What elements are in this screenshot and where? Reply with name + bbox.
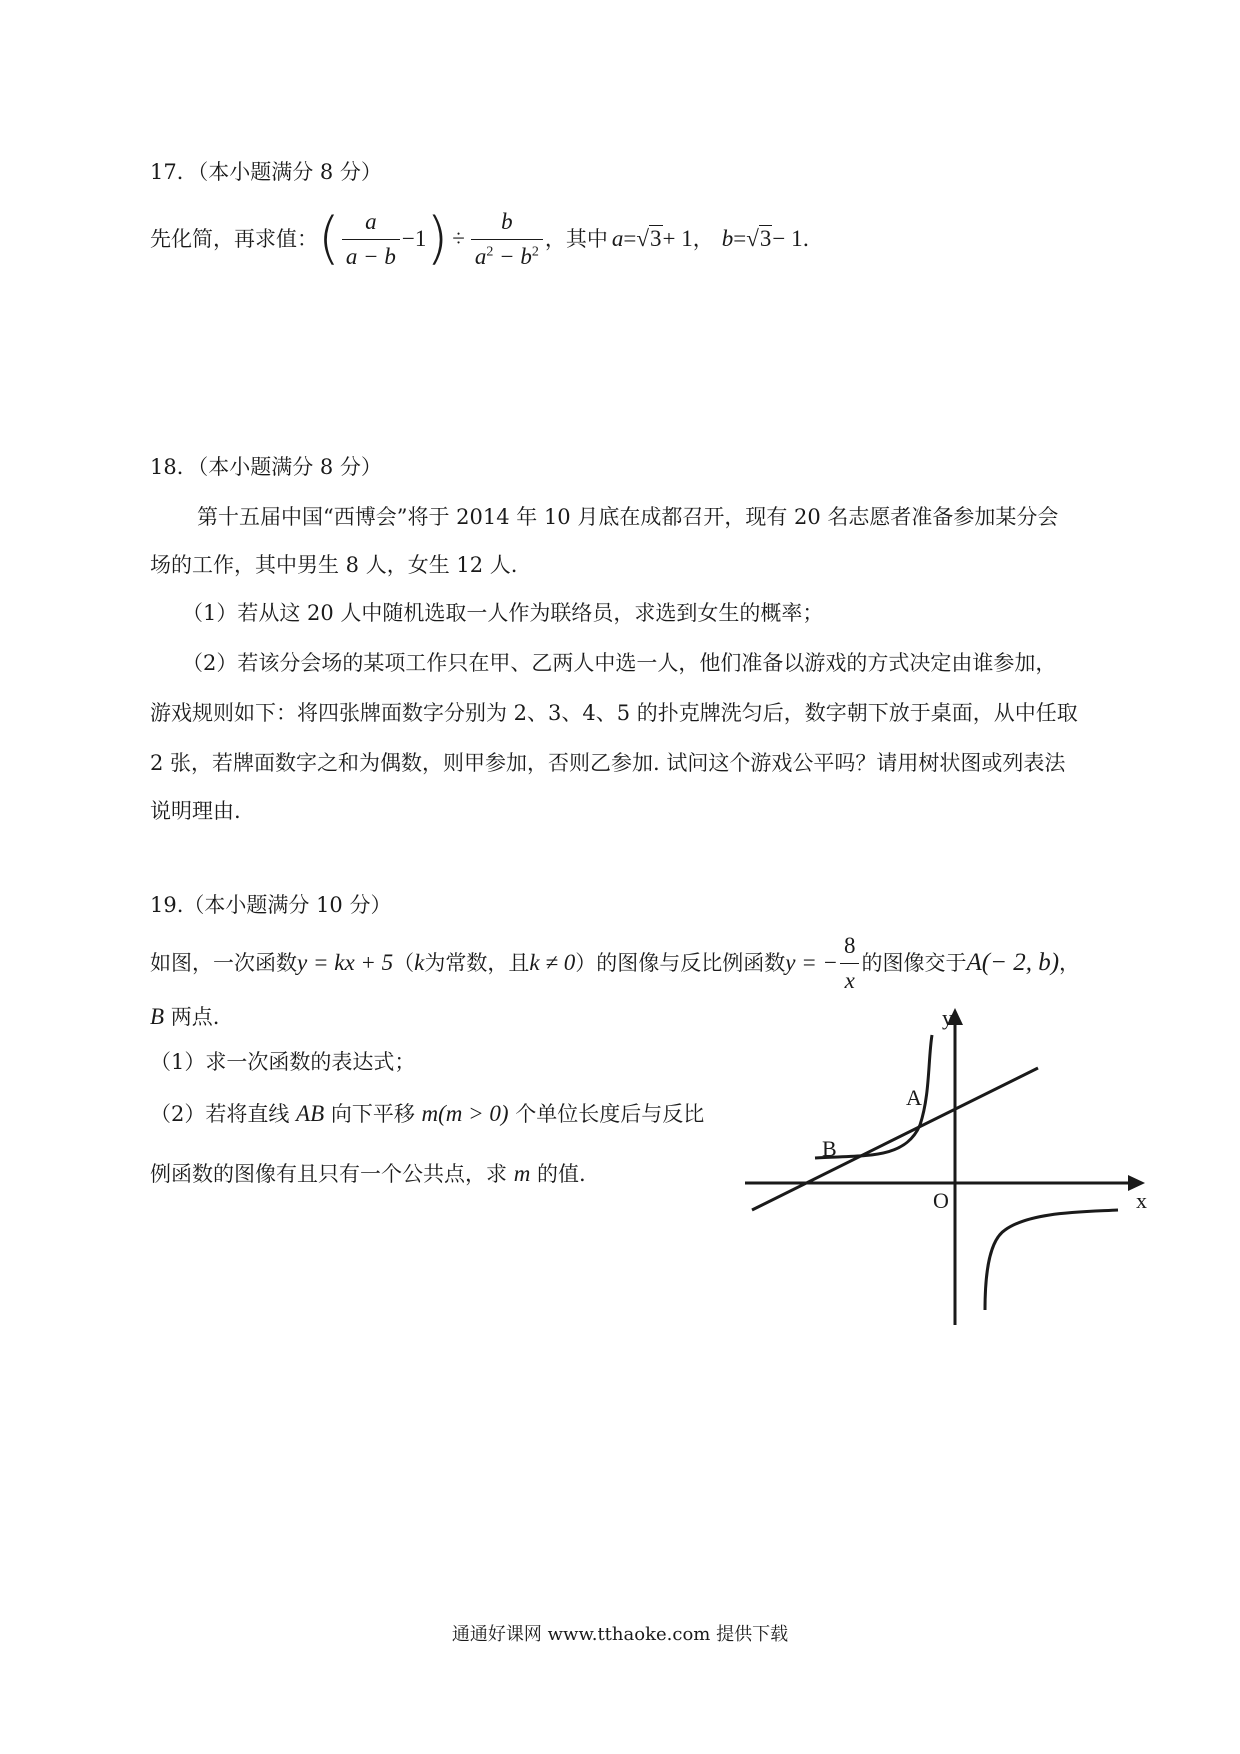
var-k: k <box>414 950 425 976</box>
inverse-function-lhs: y = − <box>785 950 838 976</box>
frac1-numerator: a <box>342 208 400 240</box>
q19-text-f: ， <box>1059 950 1081 975</box>
q19-p2-b: 向下平移 <box>324 1102 422 1126</box>
q17-fraction-2 <box>471 208 543 270</box>
frac2-denominator: $a^2 - b^2$ <box>474 243 539 269</box>
point-b: B <box>150 1004 165 1029</box>
q17-expression <box>150 208 824 270</box>
q19-text-b: （ <box>393 950 415 975</box>
plus-one: + 1 <box>662 226 693 252</box>
label-point-b: B <box>822 1136 837 1161</box>
linear-function: y = kx + 5 <box>297 950 394 976</box>
var-a: a <box>611 226 624 252</box>
equals-sign: = <box>623 226 637 252</box>
q19-text-d: ）的图像与反比例函数 <box>575 950 786 975</box>
q19-p3-b: 的值. <box>530 1162 586 1186</box>
q19-p2-a: （2）若将直线 <box>150 1102 297 1126</box>
inverse-fraction <box>840 932 860 994</box>
q18-part-2-line-2: 游戏规则如下：将四张牌面数字分别为 2、3、4、5 的扑克牌洗匀后，数字朝下放于桌面，从中任取 <box>150 701 1078 725</box>
label-point-a: A <box>906 1085 922 1110</box>
shift-m: m(m > 0) <box>421 1101 509 1126</box>
label-y: y <box>942 1005 953 1030</box>
divide-sign: ÷ <box>452 226 465 252</box>
k-condition: k ≠ 0 <box>529 950 576 976</box>
hyperbola-branch-right <box>985 1210 1118 1310</box>
inverse-denominator: x <box>844 967 855 993</box>
q19-text-e: 的图像交于 <box>861 950 967 975</box>
q18-part-2-line-4: 说明理由. <box>150 799 241 823</box>
inverse-numerator: 8 <box>840 932 860 964</box>
q19-text-g: 两点. <box>164 1005 220 1029</box>
minus-one-b: − 1 <box>772 226 803 252</box>
q17-condition-text: ，其中 <box>544 226 608 251</box>
function-graph <box>740 995 1150 1340</box>
var-m: m <box>513 1161 531 1186</box>
frac2-numerator: b <box>471 208 543 240</box>
q18-header: 18．（本小题满分 8 分） <box>150 455 382 479</box>
equals-sign-2: = <box>733 226 747 252</box>
q19-part-2 <box>150 1100 704 1128</box>
q19-part-1: （1）求一次函数的表达式； <box>150 1050 416 1074</box>
q19-part-2-line-2 <box>150 1160 586 1188</box>
point-a: A(− 2, b) <box>966 949 1060 977</box>
q19-statement-2 <box>150 1003 219 1031</box>
linear-function-line <box>752 1068 1038 1210</box>
q17-header: 17．（本小题满分 8 分） <box>150 160 382 184</box>
separator-comma: ， <box>692 226 714 251</box>
frac1-denominator: a − b <box>345 243 396 269</box>
label-x: x <box>1136 1188 1147 1213</box>
q19-text-a: 如图，一次函数 <box>150 950 297 975</box>
sqrt-3-b: √3 <box>746 226 772 252</box>
q17-lead: 先化简，再求值： <box>150 226 318 251</box>
label-origin: O <box>933 1188 949 1213</box>
q18-paragraph-2: 场的工作，其中男生 8 人，女生 12 人. <box>150 553 518 577</box>
q19-text-c: 为常数，且 <box>424 950 530 975</box>
q18-part-2-line-3: 2 张，若牌面数字之和为偶数，则甲参加，否则乙参加. 试问这个游戏公平吗？请用树状图或列表法 <box>150 751 1066 775</box>
minus-one: −1 <box>401 226 427 252</box>
q18-paragraph-1: 第十五届中国“西博会”将于 2014 年 10 月底在成都召开，现有 20 名志愿者准备参加某分会 <box>197 505 1059 529</box>
end-period: ． <box>802 226 824 251</box>
q17-fraction-1 <box>342 208 400 270</box>
open-paren: ( <box>318 206 340 272</box>
line-ab: AB <box>296 1101 325 1126</box>
q18-part-1: （1）若从这 20 人中随机选取一人作为联络员，求选到女生的概率； <box>182 601 824 625</box>
close-paren: ) <box>426 206 449 272</box>
q19-p3-a: 例函数的图像有且只有一个公共点，求 <box>150 1162 514 1186</box>
footer: 通通好课网 www.tthaoke.com 提供下载 <box>451 1624 789 1645</box>
q19-header: 19.（本小题满分 10 分） <box>150 893 392 917</box>
sqrt-3-a: √3 <box>636 226 662 252</box>
q19-p2-c: 个单位长度后与反比 <box>508 1102 705 1126</box>
q18-part-2: （2）若该分会场的某项工作只在甲、乙两人中选一人，他们准备以游戏的方式决定由谁参加， <box>182 651 1057 675</box>
var-b: b <box>721 226 734 252</box>
q19-statement <box>150 932 1080 994</box>
